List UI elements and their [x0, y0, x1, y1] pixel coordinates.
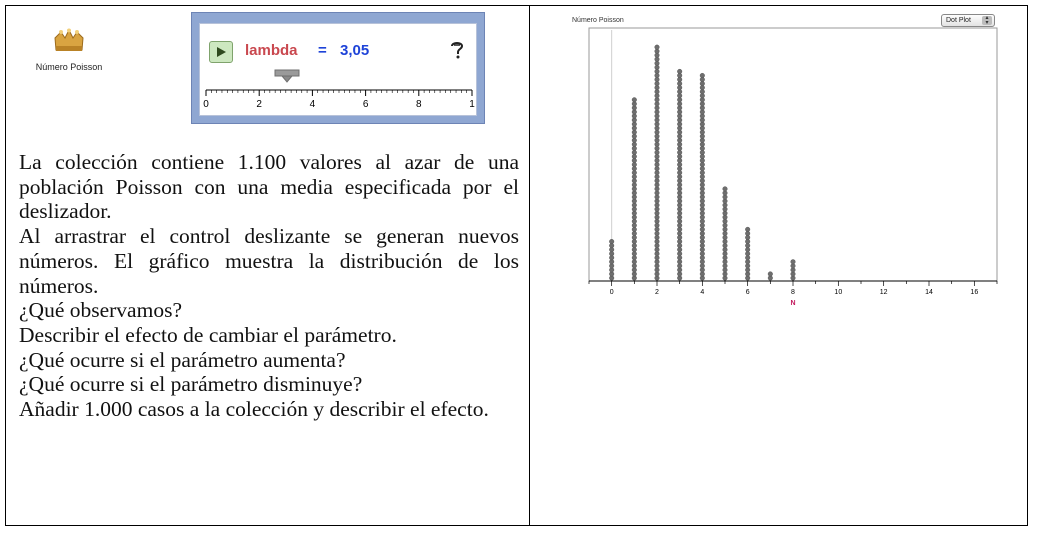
slider-tick-label: 8 [416, 99, 422, 110]
description-paragraph: ¿Qué observamos? [19, 298, 182, 323]
data-dot [723, 187, 728, 192]
slider-tick-label: 2 [256, 99, 262, 110]
x-tick-label: 6 [745, 289, 750, 296]
description-paragraph: ¿Qué ocurre si el parámetro aumenta? [19, 347, 346, 372]
description-paragraph: Al arrastrar el control deslizante se generan nuevos números. El gráfico muestra la distribución de los números. [19, 224, 519, 298]
collection-item[interactable] [14, 28, 124, 72]
dot-column [723, 187, 728, 281]
lambda-slider-panel [191, 12, 485, 124]
plot-title: Número Poisson [572, 17, 624, 24]
dot-column [632, 98, 637, 281]
play-icon [215, 46, 227, 58]
x-tick-label: 2 [655, 289, 659, 296]
slider-tick-label: 4 [309, 99, 316, 110]
x-tick-label: 16 [970, 289, 979, 296]
data-dot [768, 272, 773, 277]
collection-label: Número Poisson [35, 62, 103, 72]
data-dot [745, 227, 750, 232]
slider-equals: = [318, 42, 327, 59]
play-button[interactable] [209, 41, 233, 63]
data-dot [791, 260, 796, 265]
description-paragraph: Añadir 1.000 casos a la colección y describir el efecto. [19, 397, 489, 422]
slider-track[interactable] [200, 86, 479, 110]
data-dot [632, 98, 637, 103]
data-dot [700, 73, 705, 78]
select-arrows-icon: ▴ ▾ [982, 16, 992, 25]
x-tick-label: 8 [791, 289, 795, 296]
description-paragraph: Describir el efecto de cambiar el parámetro. [19, 322, 397, 347]
x-tick-label: 4 [700, 289, 705, 296]
plot-type-label: Dot Plot [946, 17, 971, 24]
slider-body [199, 23, 477, 116]
dot-column [745, 227, 750, 280]
slider-tick-label: 1 [469, 99, 475, 110]
slider-tick-label: 0 [203, 99, 209, 110]
data-dot [609, 239, 614, 244]
slider-thumb[interactable] [274, 69, 300, 83]
description-paragraph: ¿Qué ocurre si el parámetro disminuye? [19, 372, 363, 397]
dot-plot [570, 27, 1000, 317]
data-dot [677, 69, 682, 74]
x-tick-label: 14 [925, 289, 933, 296]
slider-variable-name: lambda [245, 42, 298, 59]
crown-icon [52, 28, 86, 54]
slider-tick-label: 6 [362, 99, 369, 110]
description-paragraph: La colección contiene 1.100 valores al azar de una población Poisson con una media especificada por el deslizador. [19, 150, 519, 224]
x-tick-label: 12 [879, 289, 888, 296]
plot-area [589, 28, 997, 281]
plot-type-select[interactable] [941, 14, 995, 27]
gear-icon[interactable] [448, 40, 468, 60]
dot-column [791, 260, 796, 281]
dot-column [700, 73, 705, 280]
description-text [19, 150, 519, 422]
x-axis-label: N [790, 300, 796, 307]
x-tick-label: 0 [609, 289, 614, 296]
x-tick-label: 10 [834, 289, 843, 296]
slider-value[interactable]: 3,05 [340, 42, 370, 59]
data-dot [655, 45, 660, 50]
column-divider [529, 5, 530, 526]
